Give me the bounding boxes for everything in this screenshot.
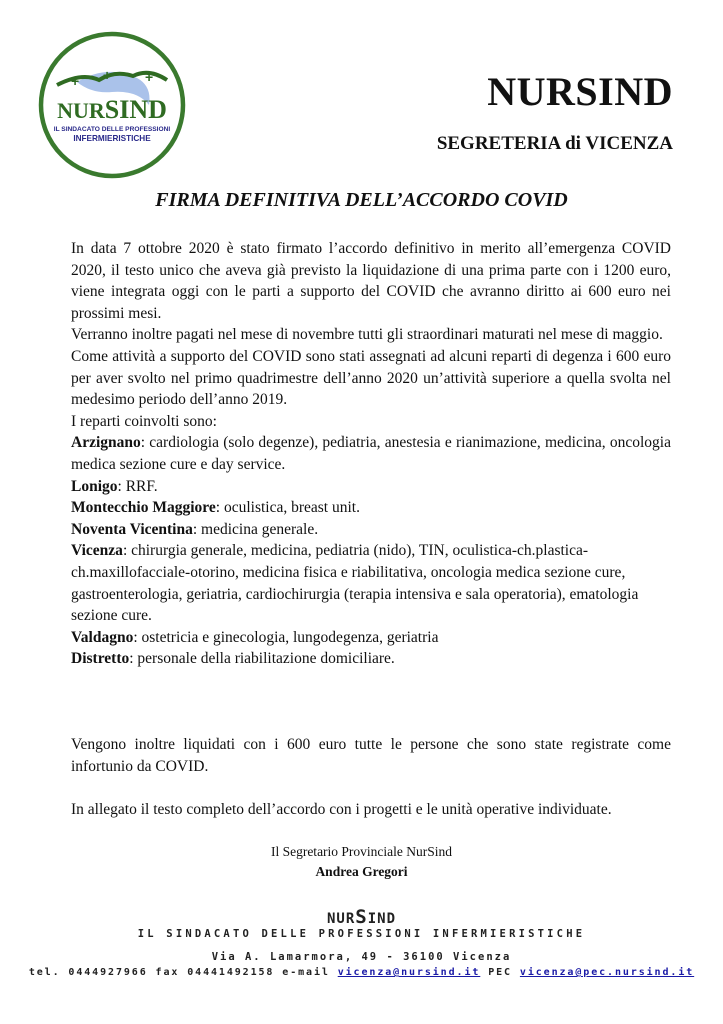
signature-name: Andrea Gregori — [315, 864, 408, 879]
plus-icon: + — [145, 69, 154, 85]
department-item — [71, 432, 671, 475]
paragraph-covid-activity: Come attività a supporto del COVID sono stati assegnati ad alcuni reparti di degenza i 600 euro per aver svolto nel primo quadrimestre dell’anno 2020 un’attività superiore a quella svolta nel medesimo periodo dell’anno 2019. — [71, 347, 671, 409]
department-units: : ostetricia e ginecologia, lungodegenza, geriatria — [133, 628, 439, 646]
footer-phone-fax: tel. 0444927966 fax 04441492158 e-mail — [28, 967, 338, 978]
logo-subtitle-2: INFERMIERISTICHE — [73, 134, 151, 143]
plus-icon: + — [103, 67, 112, 83]
office-name: SEGRETERIA di VICENZA — [436, 133, 673, 154]
document-title: FIRMA DEFINITIVA DELL’ACCORDO COVID — [155, 189, 568, 211]
logo-wordmark: NURSIND — [57, 95, 167, 124]
department-item — [71, 476, 671, 498]
footer-wordmark: NURSIND — [326, 906, 397, 928]
footer-tagline: IL SINDACATO DELLE PROFESSIONI INFERMIERISTICHE — [137, 928, 586, 940]
department-item — [71, 519, 671, 541]
department-item — [71, 497, 671, 519]
department-place: Vicenza — [71, 542, 123, 560]
department-units: : personale della riabilitazione domiciliare. — [129, 650, 395, 668]
plus-icon: + — [71, 73, 80, 89]
paragraph-departments-intro: I reparti coinvolti sono: — [71, 412, 217, 430]
nursind-logo — [37, 30, 187, 180]
signature-block — [0, 842, 723, 882]
paragraph-intro: In data 7 ottobre 2020 è stato firmato l’accordo definitivo in merito all’emergenza COVID 2020, il testo unico che aveva già previsto la liquidazione di una prima parte con i 1200 euro, viene integrata oggi con le parti a supporto del COVID che avranno diritto ai 600 euro nei prossimi mesi. — [71, 240, 671, 322]
department-units: : medicina generale. — [192, 520, 319, 538]
pec-link[interactable]: vicenza@pec.nursind.it — [519, 967, 695, 978]
department-units: : RRF. — [117, 477, 158, 495]
department-place: Valdagno — [71, 628, 134, 646]
brand-name: NURSIND — [487, 69, 673, 114]
logo-subtitle-1: IL SINDACATO DELLE PROFESSIONI — [53, 126, 171, 133]
pec-label: PEC — [480, 967, 520, 978]
department-units: : cardiologia (solo degenze), pediatria, anestesia e rianimazione, medicina, oncologia medica sezione cure e day service. — [71, 434, 671, 473]
paragraph-attachment — [71, 799, 671, 821]
departments-list — [71, 432, 671, 670]
department-place: Noventa Vicentina — [71, 520, 193, 538]
email-link[interactable]: vicenza@nursind.it — [337, 967, 481, 978]
document-body — [71, 238, 671, 670]
department-units: : chirurgia generale, medicina, pediatria (nido), TIN, oculistica-ch.plastica-ch.maxillofacciale-otorino, medicina fisica e riabilitativa, oncologia medica sezione cure, gastroenterologia, geriatria, cardiochirurgia (terapia intensiva e sala operatoria), ematologia sezione cure. — [71, 542, 639, 625]
department-units: : oculistica, breast unit. — [215, 499, 360, 517]
footer-contacts — [0, 965, 723, 980]
footer-address: Via A. Lamarmora, 49 - 36100 Vicenza — [211, 951, 512, 963]
paragraph-injury-text: Vengono inoltre liquidati con i 600 euro tutte le persone che sono state registrate come infortunio da COVID. — [71, 736, 671, 775]
paragraph-injury — [71, 734, 671, 777]
paragraph-overtime: Verranno inoltre pagati nel mese di novembre tutti gli straordinari maturati nel mese di maggio. — [71, 326, 663, 344]
department-item — [71, 540, 671, 626]
department-place: Distretto — [71, 650, 130, 668]
department-place: Montecchio Maggiore — [71, 499, 216, 517]
department-place: Lonigo — [71, 477, 118, 495]
department-item — [71, 627, 671, 649]
department-item — [71, 648, 671, 670]
signature-role: Il Segretario Provinciale NurSind — [270, 844, 453, 859]
paragraph-attachment-text: In allegato il testo completo dell’accordo con i progetti e le unità operative individuate. — [71, 801, 612, 818]
letterhead-footer — [0, 906, 723, 980]
department-place: Arzignano — [71, 434, 141, 452]
